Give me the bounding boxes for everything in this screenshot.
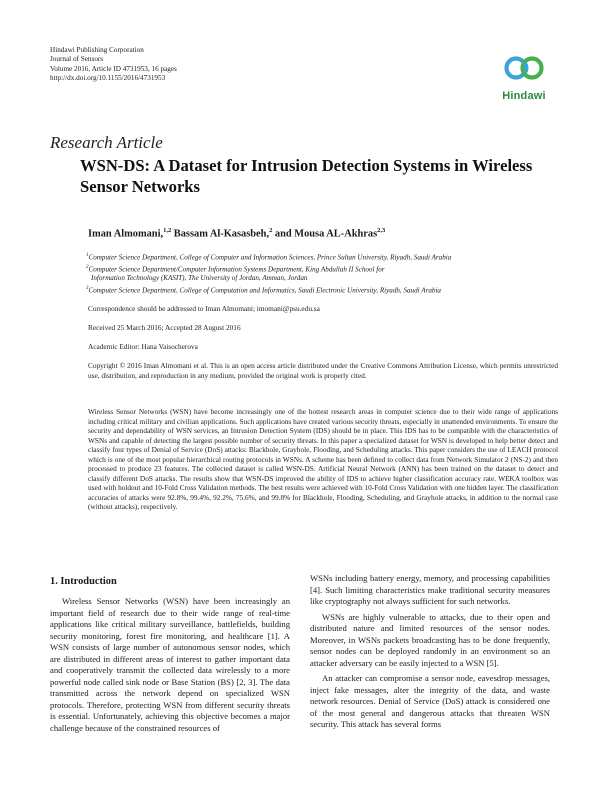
author-list bbox=[88, 227, 558, 239]
author-name: and Mousa AL-Akhras bbox=[272, 228, 378, 240]
affiliation-item: $^1$Computer Science Department, College of Computer and Information Sciences, Prince Sultan University, Riyadh, Saudi Arabia bbox=[86, 253, 452, 262]
volume-info: Volume 2016, Article ID 4731953, 16 pages bbox=[50, 64, 177, 73]
affiliation-continuation: Information Technology (KASIT), The University of Jordan, Amman, Jordan bbox=[91, 274, 308, 283]
affiliations bbox=[86, 251, 556, 295]
journal-header bbox=[50, 46, 310, 84]
section-heading: 1. Introduction bbox=[50, 576, 117, 587]
journal-name: Journal of Sensors bbox=[50, 55, 104, 64]
author-affiliation-marker: 1,2 bbox=[163, 227, 172, 234]
body-left-column bbox=[50, 596, 290, 734]
paragraph: Wireless Sensor Networks (WSN) have been increasingly an important field of research due to their wide range of real-time applications like critical military surveillance, battlefields, building security monitoring, forest fire monitoring, and healthcare [1]. A WSN consists of large number of autonomous sensor nodes, which are distributed in different areas of interest to gather important data and cooperatively transmit the collected data wirelessly to a more powerful node called sink node or Base Station (BS) [2, 3]. The data transmitted across the network depend on specialized WSN protocols. Therefore, protecting WSN from different security threats is essential. Unfortunately, achieving this objective becomes a major challenge because of the constrained resources of bbox=[50, 596, 290, 733]
author-name: Iman Almomani, bbox=[88, 228, 164, 240]
article-type: Research Article bbox=[50, 133, 163, 152]
paragraph: An attacker can compromise a sensor node, eavesdrop messages, inject fake messages, alter the integrity of the data, and waste network resources. Denial of Service (DoS) attack is considered one of the most general and dangerous attacks that threaten WSN security. This attack has several forms bbox=[310, 673, 550, 729]
article-title: WSN-DS: A Dataset for Intrusion Detection Systems in Wireless Sensor Networks bbox=[80, 156, 533, 196]
academic-editor: Academic Editor: Hana Vaisocherova bbox=[88, 342, 198, 351]
paragraph: WSNs including battery energy, memory, and processing capabilities [4]. Such limiting characteristics make traditional security measures like cryptography not always sufficient for such networks. bbox=[310, 573, 550, 606]
publisher-name: Hindawi Publishing Corporation bbox=[50, 46, 144, 54]
paragraph: WSNs are highly vulnerable to attacks, due to their open and distributed nature and limited resources of the sensor nodes. Moreover, in WSNs packets broadcasting has to be done frequently, sensor nodes can be deployed randomly in an environment so an attacker adversary can be easily injected to a WSN [5]. bbox=[310, 611, 550, 668]
hindawi-logo-text: Hindawi bbox=[502, 90, 546, 102]
copyright-notice: Copyright © 2016 Iman Almomani et al. This is an open access article distributed under the Creative Commons Attribution License, which permits unrestricted use, distribution, and reproduction in any medium, provided the original work is properly cited. bbox=[88, 361, 558, 380]
received-dates: Received 25 March 2016; Accepted 28 August 2016 bbox=[88, 323, 241, 332]
correspondence: Correspondence should be addressed to Iman Almomani; imomani@psu.edu.sa bbox=[88, 304, 320, 313]
affiliation-item: $^2$Computer Science Department/Computer Information Systems Department, King Abdullah II School for bbox=[86, 264, 385, 274]
body-right-column bbox=[310, 573, 550, 731]
author-name: Bassam Al-Kasasbeh, bbox=[171, 228, 270, 240]
abstract: Wireless Sensor Networks (WSN) have become increasingly one of the hottest research areas in computer science due to their wide range of applications including critical military and civilian applications. Such applications have created various security threats, especially in unattended environments. To ensure the security and dependability of WSN services, an Intrusion Detection System (IDS) should be in place. This IDS has to be compatible with the characteristics of WSNs and capable of detecting the largest possible number of security threats. In this paper a specialized dataset for WSN is developed to help better detect and classify four types of Denial of Service (DoS) attacks: Blackhole, Grayhole, Flooding, and Scheduling attacks. This paper considers the use of LEACH protocol which is one of the most popular hierarchical routing protocols in WSNs. A scheme has been defined to collect data from Network Simulator 2 (NS-2) and then processed to produce 23 features. The collected dataset is called WSN-DS. Artificial Neural Network (ANN) has been trained on the dataset to detect and classify different DoS attacks. The results show that WSN-DS improved the ability of IDS to achieve higher classification accuracy rate. WEKA toolbox was used with holdout and 10-Fold Cross Validation methods. The best results were achieved with 10-Fold Cross Validation with one hidden layer. The classification accuracies of attacks were 92.8%, 99.4%, 92.2%, 75.6%, and 99.8% for Blackhole, Flooding, Scheduling, and Grayhole attacks, in addition to the normal case (without attacks), respectively. bbox=[88, 407, 558, 511]
author-affiliation-marker: 2 bbox=[269, 227, 273, 234]
affiliation-item: $^3$Computer Science Department, College of Computation and Informatics, Saudi Electronic University, Riyadh, Saudi Arabia bbox=[86, 285, 441, 294]
author-affiliation-marker: 2,3 bbox=[377, 227, 386, 234]
doi-link[interactable]: http://dx.doi.org/10.1155/2016/4731953 bbox=[50, 74, 166, 83]
